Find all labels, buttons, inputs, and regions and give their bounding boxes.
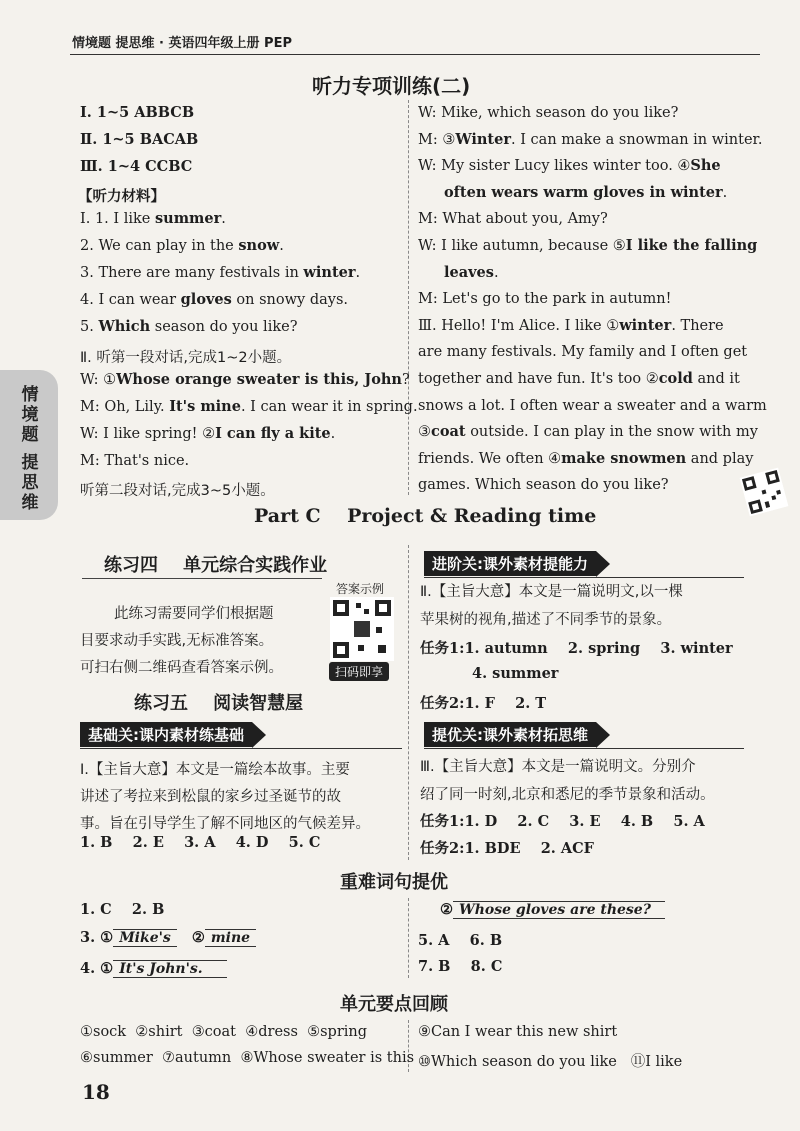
qr-code-top [740, 468, 789, 517]
key-right-1: ② Whose gloves are these? [440, 901, 665, 918]
review-left-1: ①sock ②shirt ③coat ④dress ⑤spring [80, 1024, 368, 1040]
key-right-3: 7. B 8. C [418, 958, 503, 975]
qr-scan-button[interactable]: 扫码即享 [329, 662, 389, 681]
handwritten-mine: mine [205, 929, 256, 947]
advanced-task-1: 任务1:1. autumn 2. spring 3. winter [420, 640, 733, 657]
key-phrases-title: 重难词句提优 [340, 872, 448, 893]
upper-line-2: 绍了同一时刻,北京和悉尼的季节景象和活动。 [420, 787, 715, 803]
right-line-15: games. Which season do you like? [418, 477, 669, 494]
upper-tab: 提优关:课外素材拓思维 [424, 722, 596, 747]
basic-tab-rule [80, 748, 402, 749]
advanced-line-1: Ⅱ.【主旨大意】本文是一篇说明文,以一棵 [420, 584, 683, 600]
review-left-2: ⑥summer ⑦autumn ⑧Whose sweater is this [80, 1050, 415, 1066]
basic-tab: 基础关:课内素材练基础 [80, 722, 252, 747]
dialog1-line-1: W: ①Whose orange sweater is this, John? [80, 371, 410, 388]
handwritten-mikes: Mike's [113, 929, 177, 947]
column-divider-lower [408, 898, 409, 978]
dialog1-line-3: W: I like spring! ②I can fly a kite. [80, 425, 336, 442]
basic-line-2: 讲述了考拉来到松鼠的家乡过圣诞节的故 [80, 789, 341, 805]
key-line-1: 1. C 2. B [80, 901, 165, 918]
key-line-2: 3. ① Mike's ② mine [80, 929, 256, 946]
right-line-3: W: My sister Lucy likes winter too. ④She [418, 157, 721, 175]
right-line-1: W: Mike, which season do you like? [418, 105, 679, 121]
upper-tab-rule [424, 748, 744, 749]
left-line-4: 4. I can wear gloves on snowy days. [80, 291, 348, 308]
answer-line-2: Ⅱ. 1~5 BACAB [80, 131, 199, 148]
ex4-line-1: 此练习需要同学们根据题 [114, 606, 274, 622]
handwritten-whose-gloves: Whose gloves are these? [453, 901, 665, 919]
ex4-line-3: 可扫右侧二维码查看答案示例。 [80, 660, 283, 676]
qr-code-answer[interactable] [330, 597, 394, 661]
materials-title: 【听力材料】 [78, 189, 165, 205]
dialog1-line-2: M: Oh, Lily. It's mine. I can wear it in spring. [80, 398, 418, 415]
ex4-rule [82, 578, 322, 579]
ex4-title: 练习四 单元综合实践作业 [104, 555, 328, 576]
side-tab-text: 情 境 题 提 思 维 [21, 385, 39, 513]
header-title: 情境题 提思维 · 英语四年级上册 PEP [72, 36, 292, 51]
part-c-title: Part C Project & Reading time [254, 505, 597, 527]
basic-line-1: Ⅰ.【主旨大意】本文是一篇绘本故事。主要 [80, 762, 350, 778]
column-divider-middle [408, 545, 409, 860]
key-right-2: 5. A 6. B [418, 932, 503, 949]
advanced-tab-rule [424, 577, 744, 578]
right-line-11: together and have fun. It's too ②cold and it [418, 370, 740, 387]
right-line-12: snows a lot. I often wear a sweater and a warm [418, 397, 767, 414]
right-line-5: M: What about you, Amy? [418, 211, 608, 228]
part2-intro: Ⅱ. 听第一段对话,完成1~2小题。 [80, 350, 292, 366]
right-line-8: M: Let's go to the park in autumn! [418, 291, 672, 308]
advanced-tab: 进阶关:课外素材提能力 [424, 551, 596, 576]
left-line-5: 5. Which season do you like? [80, 318, 298, 335]
column-divider-top [408, 100, 409, 495]
answer-line-3: Ⅲ. 1~4 CCBC [80, 158, 193, 175]
right-line-2: M: ③Winter. I can make a snowman in winter. [418, 130, 763, 148]
review-title: 单元要点回顾 [340, 994, 448, 1015]
right-line-14: friends. We often ④make snowmen and play [418, 449, 754, 467]
right-line-7: leaves. [444, 263, 499, 281]
dialog1-line-4: M: That's nice. [80, 453, 190, 469]
listening-title: 听力专项训练(二) [312, 74, 471, 98]
right-line-4: often wears warm gloves in winter. [444, 183, 728, 201]
right-line-6: W: I like autumn, because ⑤I like the falling [418, 237, 758, 254]
handwritten-its-johns: It's John's. [113, 960, 226, 978]
upper-task-1: 任务1:1. D 2. C 3. E 4. B 5. A [420, 813, 705, 830]
right-line-13: ③coat outside. I can play in the snow with my [418, 423, 758, 441]
basic-line-3: 事。旨在引导学生了解不同地区的气候差异。 [80, 816, 370, 832]
key-line-3: 4. ① It's John's. [80, 960, 227, 977]
right-line-10: are many festivals. My family and I often get [418, 344, 748, 361]
right-line-9: Ⅲ. Hello! I'm Alice. I like ①winter. There [418, 316, 724, 334]
left-line-2: 2. We can play in the snow. [80, 237, 284, 254]
advanced-task-1b: 4. summer [472, 665, 559, 682]
review-right-1: ⑨Can I wear this new shirt [418, 1024, 618, 1040]
header-rule [70, 54, 760, 55]
advanced-task-2: 任务2:1. F 2. T [420, 695, 547, 712]
review-right-2: ⑩Which season do you like ⑪I like [418, 1054, 683, 1070]
upper-task-2: 任务2:1. BDE 2. ACF [420, 840, 594, 857]
answer-line-1: Ⅰ. 1~5 ABBCB [80, 104, 195, 121]
qr-caption: 答案示例 [336, 582, 385, 596]
left-line-3: 3. There are many festivals in winter. [80, 264, 361, 281]
page-number: 18 [82, 1080, 110, 1104]
ex5-title: 练习五 阅读智慧屋 [134, 693, 304, 714]
ex4-line-2: 目要求动手实践,无标准答案。 [80, 633, 274, 649]
part2-intro-2: 听第二段对话,完成3~5小题。 [80, 483, 275, 499]
left-line-1: Ⅰ. 1. I like summer. [80, 210, 226, 227]
upper-line-1: Ⅲ.【主旨大意】本文是一篇说明文。分别介 [420, 759, 696, 775]
advanced-line-2: 苹果树的视角,描述了不同季节的景象。 [420, 612, 672, 628]
basic-answers: 1. B 2. E 3. A 4. D 5. C [80, 834, 321, 851]
